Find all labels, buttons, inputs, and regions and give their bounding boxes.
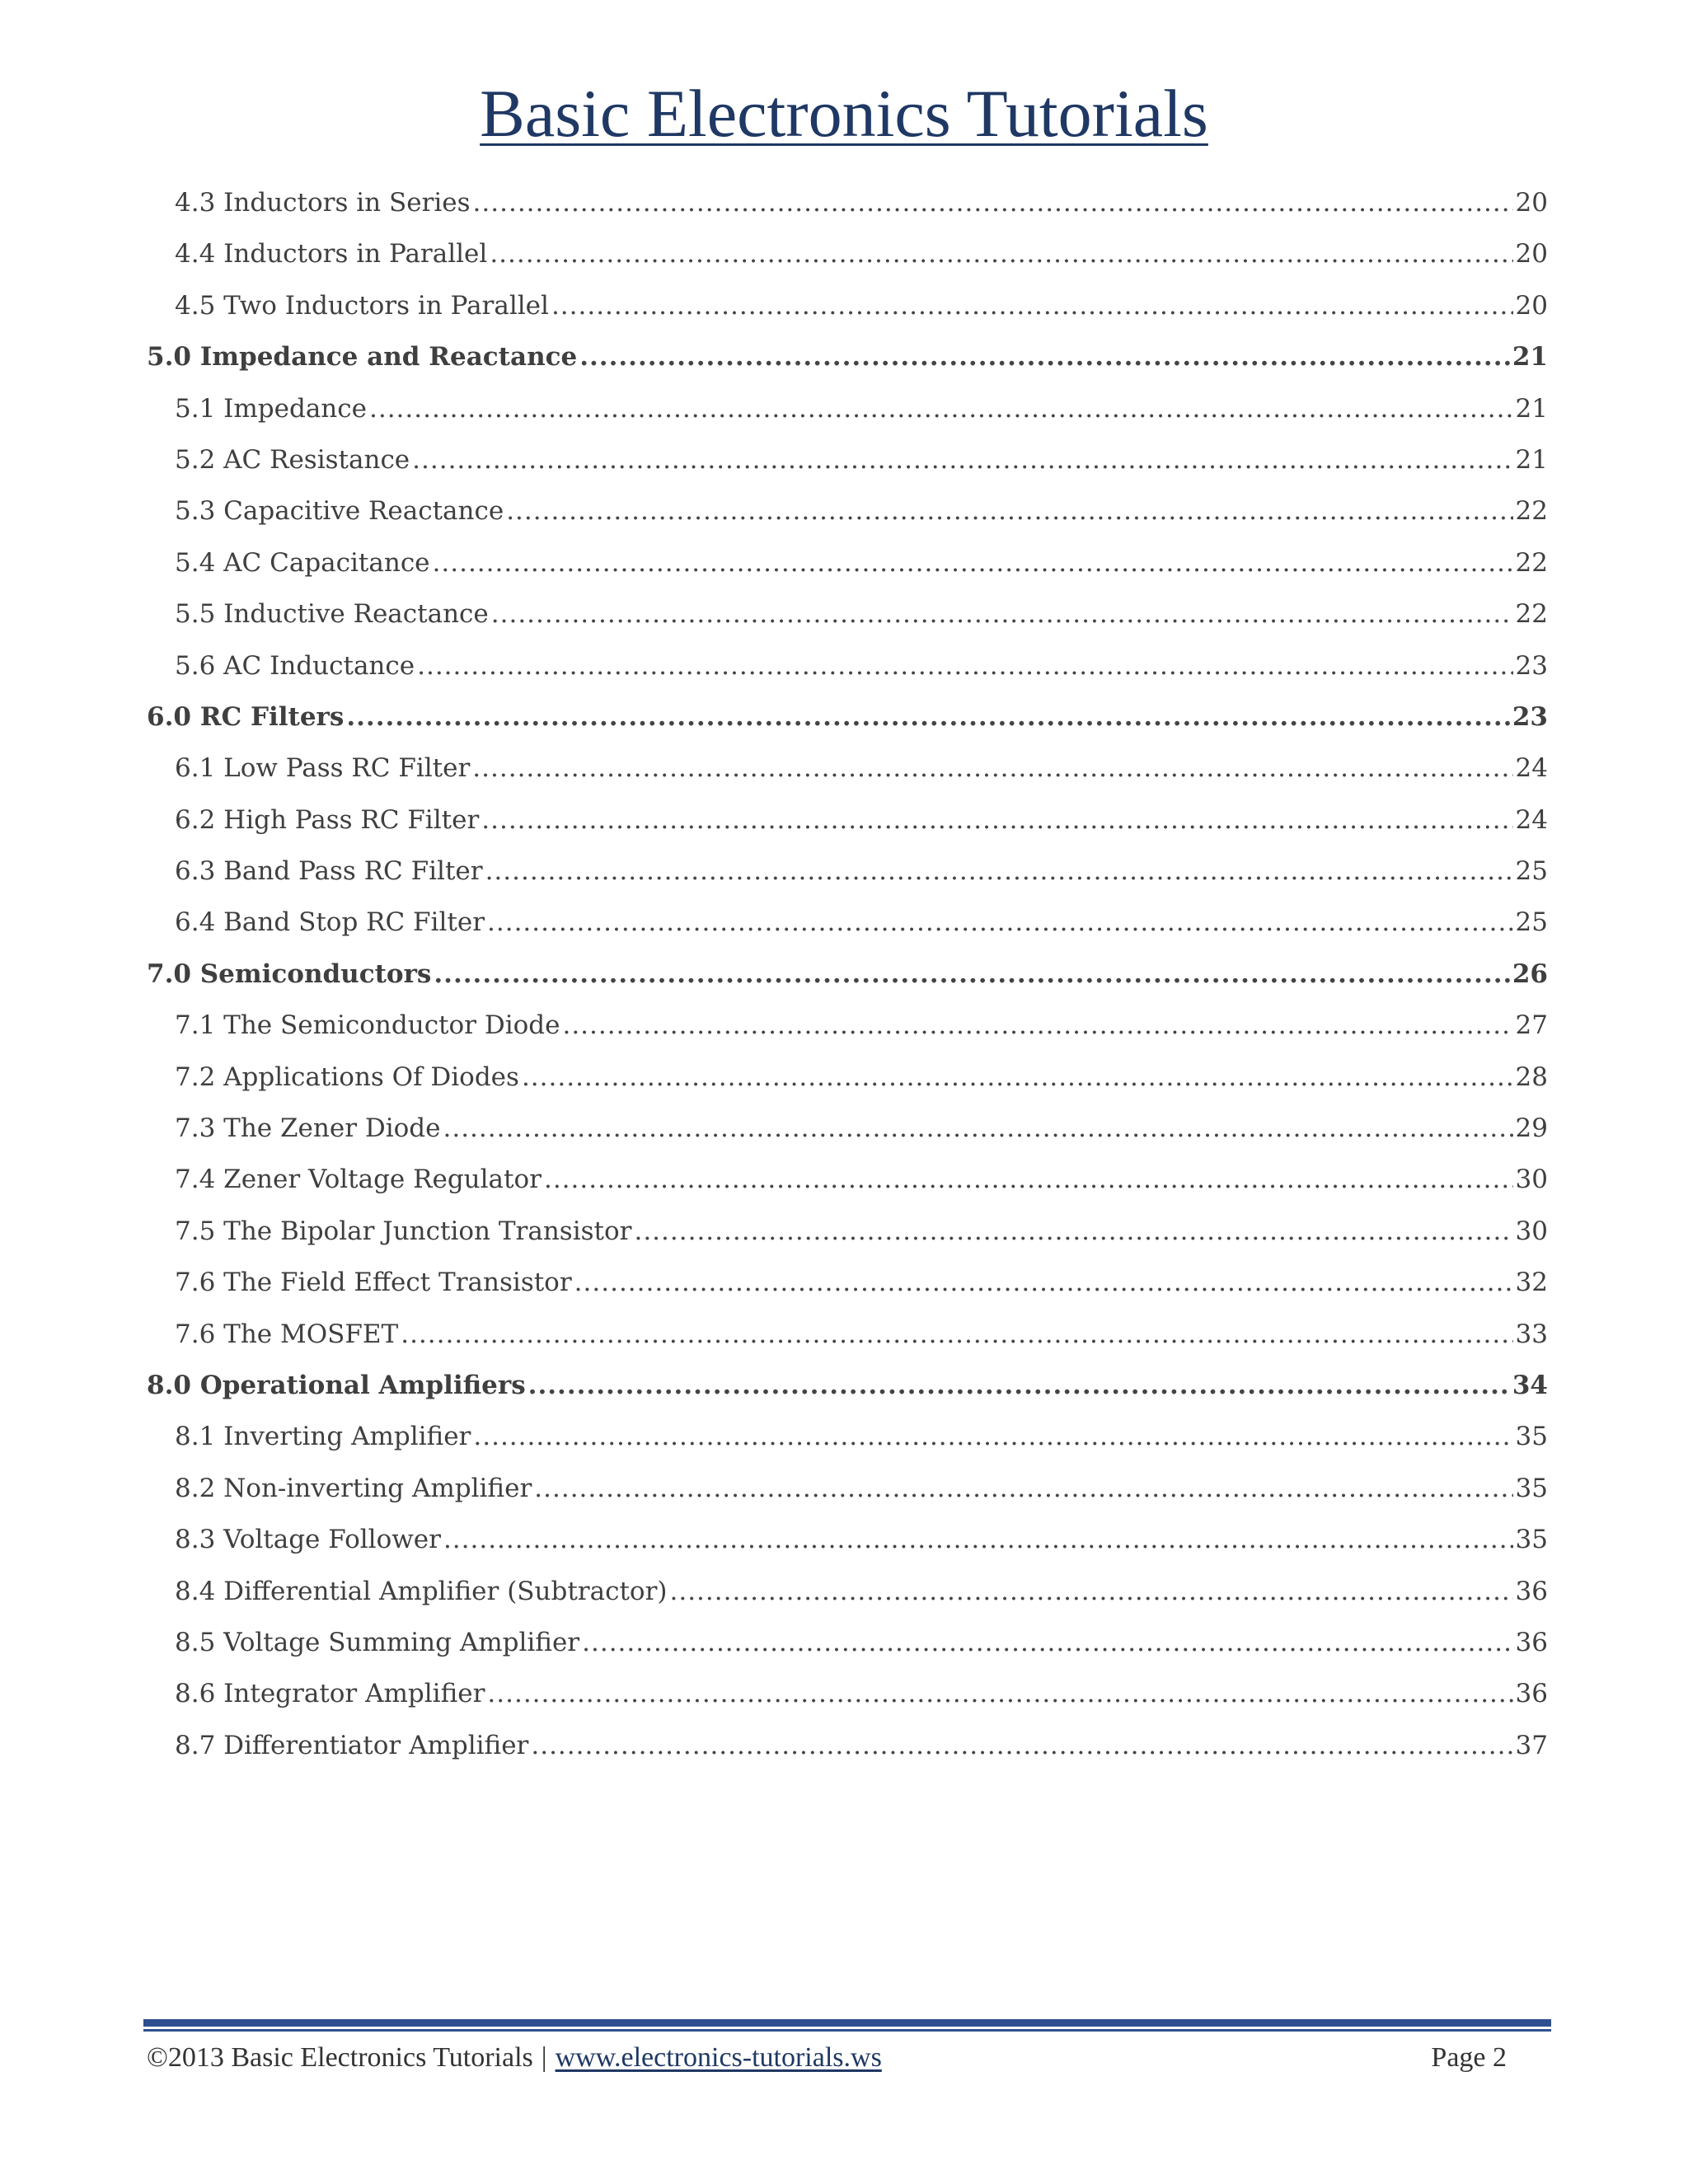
toc-dot-leader <box>481 794 1512 846</box>
toc-entry-title: 8.0 Operational Amplifiers <box>147 1370 526 1400</box>
toc-page-number: 27 <box>1515 1010 1548 1041</box>
toc-entry-title: 7.5 The Bipolar Junction Transistor <box>175 1216 632 1246</box>
toc-subsection-entry[interactable] <box>147 1103 1548 1154</box>
toc-entry-title: 4.4 Inductors in Parallel <box>175 239 488 269</box>
toc-entry-title: 5.2 AC Resistance <box>175 444 410 475</box>
toc-entry-title: 7.2 Applications Of Diodes <box>175 1062 519 1092</box>
toc-subsection-entry[interactable] <box>147 588 1548 640</box>
toc-page-number: 30 <box>1515 1165 1548 1195</box>
toc-page-number: 36 <box>1515 1627 1548 1657</box>
toc-subsection-entry[interactable] <box>147 228 1548 279</box>
toc-subsection-entry[interactable] <box>147 485 1548 537</box>
toc-entry-title: 8.3 Voltage Follower <box>175 1525 441 1555</box>
footer-separator: | <box>541 2042 547 2073</box>
toc-dot-leader <box>534 1463 1512 1514</box>
toc-subsection-entry[interactable] <box>147 280 1548 331</box>
toc-entry-title: 5.0 Impedance and Reactance <box>147 342 578 373</box>
toc-entry-title: 5.4 AC Capacitance <box>175 547 430 578</box>
toc-entry-title: 6.2 High Pass RC Filter <box>175 804 480 835</box>
toc-dot-leader <box>346 691 1510 743</box>
toc-dot-leader <box>490 228 1512 279</box>
page-footer <box>147 2037 1507 2079</box>
toc-dot-leader <box>487 897 1513 948</box>
toc-subsection-entry[interactable] <box>147 177 1548 228</box>
toc-entry-title: 8.7 Differentiator Amplifier <box>175 1730 529 1760</box>
toc-entry-title: 4.3 Inductors in Series <box>175 188 471 218</box>
toc-page-number: 21 <box>1515 393 1548 424</box>
toc-entry-title: 5.1 Impedance <box>175 393 367 424</box>
toc-page-number: 35 <box>1515 1473 1548 1503</box>
toc-page-number: 20 <box>1515 239 1548 269</box>
toc-page-number: 21 <box>1512 342 1548 373</box>
toc-dot-leader <box>562 1000 1512 1051</box>
toc-subsection-entry[interactable] <box>147 1463 1548 1514</box>
footer-left <box>147 2037 882 2079</box>
toc-page-number: 20 <box>1515 188 1548 218</box>
toc-dot-leader <box>434 949 1509 1000</box>
toc-subsection-entry[interactable] <box>147 794 1548 846</box>
toc-dot-leader <box>579 331 1510 382</box>
toc-page-number: 25 <box>1515 907 1548 938</box>
toc-section-entry[interactable] <box>147 331 1548 382</box>
toc-dot-leader <box>417 640 1512 691</box>
toc-page-number: 22 <box>1515 599 1548 630</box>
page-title: Basic Electronics Tutorials <box>480 76 1208 151</box>
toc-subsection-entry[interactable] <box>147 434 1548 485</box>
toc-page-number: 35 <box>1515 1422 1548 1452</box>
toc-entry-title: 7.6 The Field Effect Transistor <box>175 1268 572 1298</box>
toc-entry-title: 6.4 Band Stop RC Filter <box>175 907 485 938</box>
toc-entry-title: 7.6 The MOSFET <box>175 1319 399 1349</box>
toc-section-entry[interactable] <box>147 1360 1548 1411</box>
toc-dot-leader <box>473 177 1513 228</box>
toc-page-number: 35 <box>1515 1525 1548 1555</box>
footer-rule-thin <box>143 2029 1551 2032</box>
toc-dot-leader <box>401 1309 1512 1360</box>
toc-dot-leader <box>487 1668 1512 1719</box>
toc-dot-leader <box>472 743 1512 794</box>
toc-entry-title: 7.3 The Zener Diode <box>175 1113 441 1144</box>
footer-page-number: Page 2 <box>1431 2042 1507 2073</box>
footer-rule-thick <box>143 2019 1551 2027</box>
toc-subsection-entry[interactable] <box>147 383 1548 434</box>
toc-dot-leader <box>473 1411 1512 1462</box>
toc-page-number: 29 <box>1515 1113 1548 1144</box>
toc-page-number: 30 <box>1515 1216 1548 1246</box>
toc-page-number: 37 <box>1515 1730 1548 1760</box>
toc-dot-leader <box>582 1617 1512 1668</box>
toc-page-number: 36 <box>1515 1576 1548 1606</box>
toc-dot-leader <box>443 1103 1513 1154</box>
toc-subsection-entry[interactable] <box>147 1566 1548 1617</box>
footer-copyright: ©2013 Basic Electronics Tutorials <box>147 2042 533 2073</box>
toc-dot-leader <box>433 537 1513 588</box>
toc-entry-title: 6.1 Low Pass RC Filter <box>175 753 471 784</box>
toc-entry-title: 7.4 Zener Voltage Regulator <box>175 1165 542 1195</box>
toc-page-number: 26 <box>1512 958 1548 989</box>
toc-subsection-entry[interactable] <box>147 1617 1548 1668</box>
toc-dot-leader <box>506 485 1512 537</box>
toc-section-entry[interactable] <box>147 949 1548 1000</box>
toc-page-number: 25 <box>1515 856 1548 887</box>
toc-dot-leader <box>634 1206 1512 1257</box>
toc-dot-leader <box>369 383 1513 434</box>
toc-dot-leader <box>544 1154 1513 1205</box>
toc-page-number: 34 <box>1512 1370 1548 1400</box>
toc-subsection-entry[interactable] <box>147 1206 1548 1257</box>
toc-entry-title: 7.1 The Semiconductor Diode <box>175 1010 560 1041</box>
toc-subsection-entry[interactable] <box>147 640 1548 691</box>
toc-subsection-entry[interactable] <box>147 846 1548 897</box>
toc-page-number: 32 <box>1515 1268 1548 1298</box>
toc-subsection-entry[interactable] <box>147 1309 1548 1360</box>
toc-page-number: 33 <box>1515 1319 1548 1349</box>
toc-subsection-entry[interactable] <box>147 1720 1548 1771</box>
toc-dot-leader <box>531 1720 1512 1771</box>
toc-entry-title: 8.4 Differential Amplifier (Subtractor) <box>175 1576 668 1606</box>
toc-dot-leader <box>574 1257 1513 1308</box>
table-of-contents <box>147 177 1548 1771</box>
toc-dot-leader <box>412 434 1512 485</box>
toc-page-number: 21 <box>1515 444 1548 475</box>
toc-page-number: 20 <box>1515 290 1548 321</box>
toc-subsection-entry[interactable] <box>147 1154 1548 1205</box>
toc-page-number: 22 <box>1515 547 1548 578</box>
toc-dot-leader <box>485 846 1513 897</box>
toc-section-entry[interactable] <box>147 691 1548 743</box>
toc-page-number: 24 <box>1515 804 1548 835</box>
toc-subsection-entry[interactable] <box>147 1411 1548 1462</box>
toc-subsection-entry[interactable] <box>147 897 1548 948</box>
toc-entry-title: 5.5 Inductive Reactance <box>175 599 489 630</box>
toc-entry-title: 6.0 RC Filters <box>147 701 345 732</box>
toc-dot-leader <box>551 280 1513 331</box>
toc-page-number: 22 <box>1515 496 1548 527</box>
toc-dot-leader <box>491 588 1513 640</box>
toc-entry-title: 6.3 Band Pass RC Filter <box>175 856 483 887</box>
toc-subsection-entry[interactable] <box>147 537 1548 588</box>
toc-dot-leader <box>528 1360 1510 1411</box>
toc-page-number: 28 <box>1515 1062 1548 1092</box>
toc-subsection-entry[interactable] <box>147 743 1548 794</box>
toc-page-number: 23 <box>1512 701 1548 732</box>
toc-subsection-entry[interactable] <box>147 1052 1548 1103</box>
toc-entry-title: 8.1 Inverting Amplifier <box>175 1422 471 1452</box>
toc-subsection-entry[interactable] <box>147 1257 1548 1308</box>
toc-entry-title: 7.0 Semiconductors <box>147 958 432 989</box>
toc-entry-title: 8.6 Integrator Amplifier <box>175 1679 485 1709</box>
footer-website-link[interactable]: www.electronics-tutorials.ws <box>555 2042 882 2073</box>
toc-entry-title: 5.3 Capacitive Reactance <box>175 496 504 527</box>
toc-page-number: 24 <box>1515 753 1548 784</box>
toc-subsection-entry[interactable] <box>147 1668 1548 1719</box>
toc-dot-leader <box>522 1052 1513 1103</box>
toc-entry-title: 8.5 Voltage Summing Amplifier <box>175 1627 580 1657</box>
toc-entry-title: 4.5 Two Inductors in Parallel <box>175 290 549 321</box>
toc-page-number: 36 <box>1515 1679 1548 1709</box>
toc-dot-leader <box>443 1514 1513 1565</box>
toc-dot-leader <box>670 1566 1513 1617</box>
toc-subsection-entry[interactable] <box>147 1514 1548 1565</box>
toc-subsection-entry[interactable] <box>147 1000 1548 1051</box>
toc-entry-title: 8.2 Non-inverting Amplifier <box>175 1473 532 1503</box>
toc-page-number: 23 <box>1515 650 1548 681</box>
toc-entry-title: 5.6 AC Inductance <box>175 650 415 681</box>
